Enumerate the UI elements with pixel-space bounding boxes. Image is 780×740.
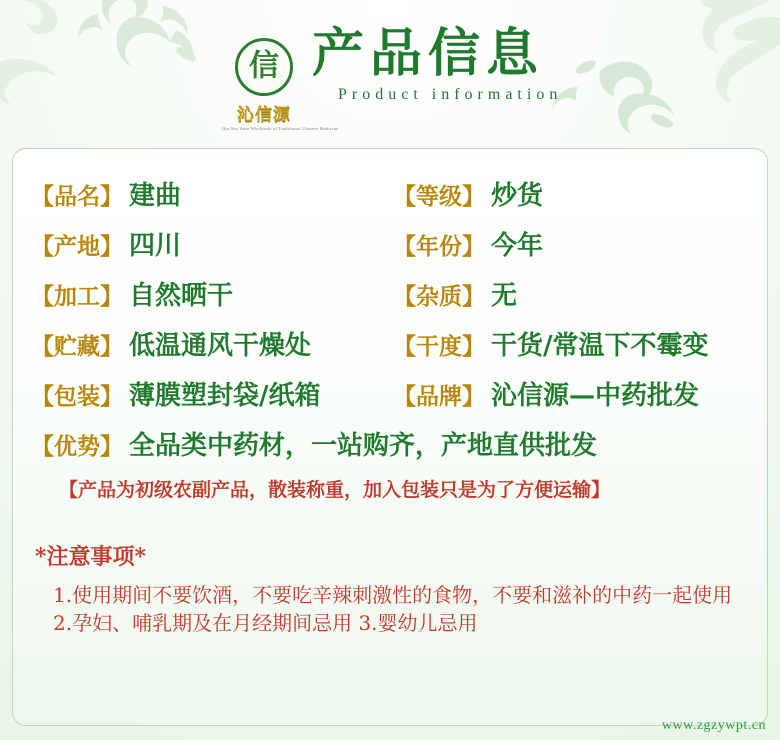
info-card [12, 148, 768, 726]
attention-title: *注意事项* [35, 544, 147, 570]
spec-row [31, 325, 751, 362]
spec-row-advantage [31, 425, 751, 462]
spec-row [31, 175, 751, 212]
spec-value: 自然晒干 [129, 281, 234, 311]
page-header [0, 0, 780, 148]
spec-label: 【年份】 [393, 233, 485, 260]
spec-value: 沁信源—中药批发 [491, 381, 700, 411]
page-title: 产品信息 [312, 23, 545, 84]
spec-label: 【品名】 [31, 183, 123, 210]
logo-glyph: 信 [249, 48, 279, 84]
spec-list [31, 175, 751, 638]
spec-label: 【等级】 [393, 183, 485, 210]
spec-value: 炒货 [491, 181, 544, 211]
spec-label: 【产地】 [31, 233, 123, 260]
packaging-note: 【产品为初级农副产品，散装称重，加入包装只是为了方便运输】 [59, 479, 611, 501]
spec-item [31, 275, 393, 312]
spec-item [393, 275, 745, 312]
attention-body: 1.使用期间不要饮酒，不要吃辛辣刺激性的食物，不要和滋补的中药一起使用 2.孕妇、哺乳期及在月经期间忌用 3.婴幼儿忌用 [53, 583, 733, 636]
spec-item [31, 425, 597, 462]
spec-label: 【杂质】 [393, 283, 485, 310]
spec-item [31, 225, 393, 262]
spec-value: 低温通风干燥处 [129, 331, 312, 361]
spec-value: 薄膜塑封袋/纸箱 [129, 381, 321, 411]
logo-seal-icon [235, 38, 293, 96]
brand-logo [218, 38, 339, 132]
spec-item [393, 225, 745, 262]
spec-item [393, 175, 745, 212]
spec-label: 【加工】 [31, 283, 123, 310]
spec-value: 今年 [491, 231, 544, 261]
logo-brand-name-en: Qin Xin Yuan Wholesale of Traditional Chinese Medicine [221, 127, 339, 132]
spec-value: 无 [491, 281, 518, 311]
spec-item [31, 325, 393, 362]
spec-value: 建曲 [129, 181, 182, 211]
spec-value: 干货/常温下不霉变 [491, 331, 709, 361]
spec-label: 【贮藏】 [31, 333, 123, 360]
spec-row [31, 375, 751, 412]
spec-row [31, 225, 751, 262]
spec-label: 【干度】 [393, 333, 485, 360]
spec-value: 四川 [129, 231, 182, 261]
spec-value: 全品类中药材，一站购齐，产地直供批发 [129, 431, 598, 461]
page-subtitle: Product information [338, 86, 563, 104]
spec-label: 【包装】 [31, 383, 123, 410]
page-title-block [312, 23, 563, 104]
spec-item [31, 175, 393, 212]
spec-item [393, 325, 745, 362]
spec-label: 【品牌】 [393, 383, 485, 410]
spec-item [31, 375, 393, 412]
logo-brand-name: 沁信源 [237, 105, 291, 124]
spec-item [393, 375, 745, 412]
spec-label: 【优势】 [31, 433, 123, 460]
watermark: www.zgzywpt.cn [661, 718, 766, 733]
spec-row [31, 275, 751, 312]
